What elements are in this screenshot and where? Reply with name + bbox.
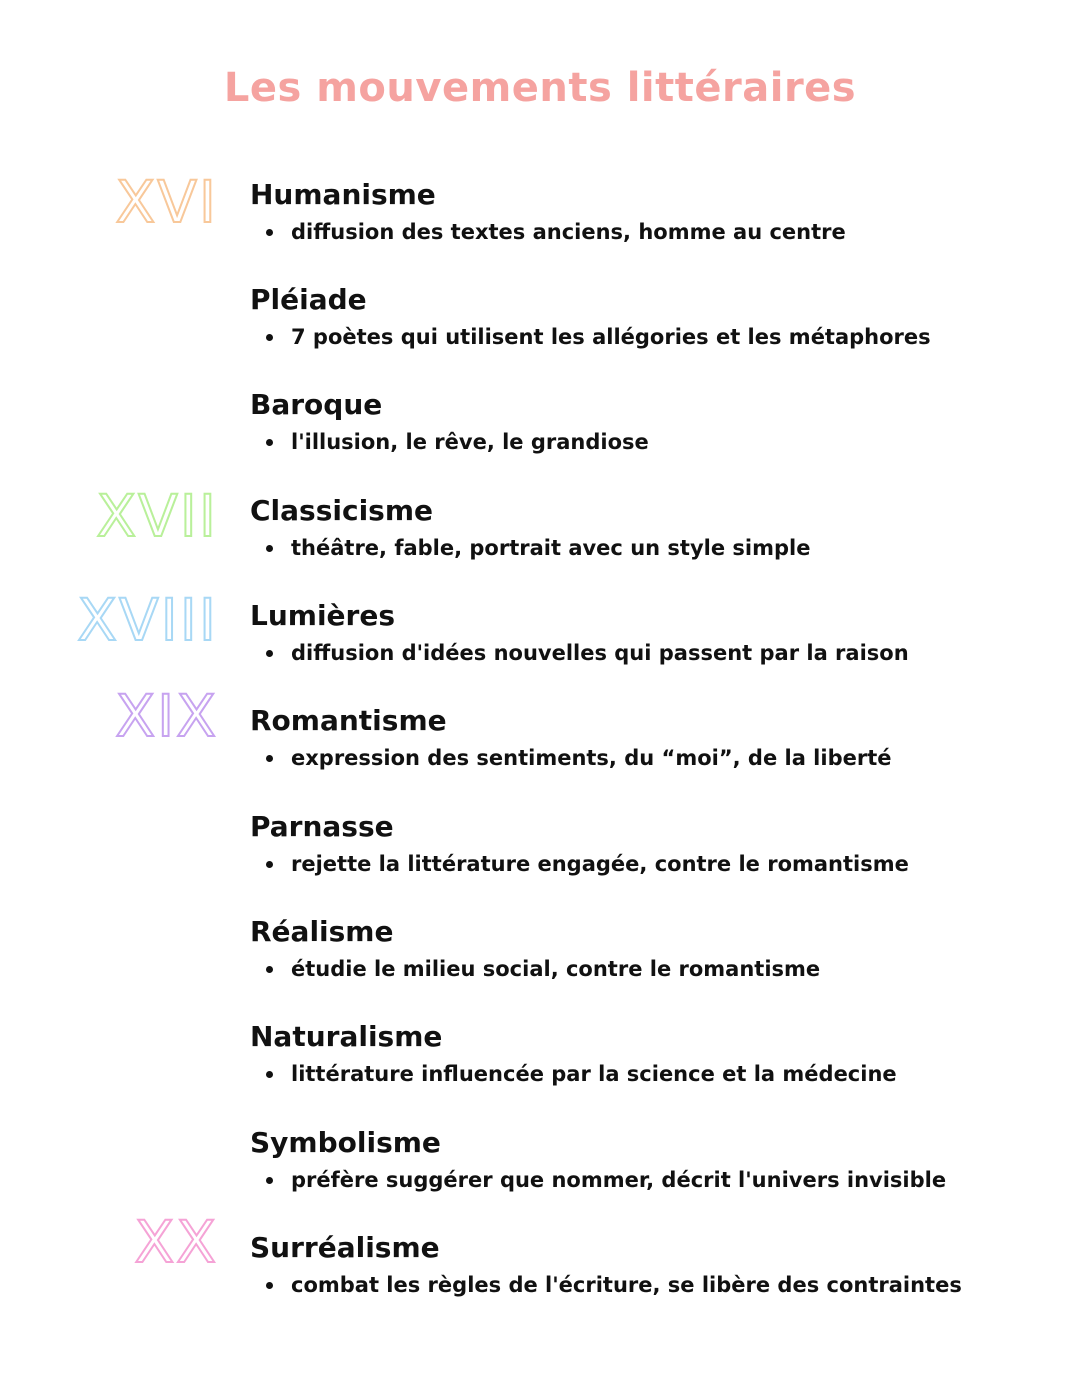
movement-name: Humanisme [250, 178, 436, 211]
movement-desc-text: préfère suggérer que nommer, décrit l'univers invisible [291, 1168, 947, 1192]
movement-desc [266, 955, 1050, 983]
movement-desc-text: étudie le milieu social, contre le romantisme [291, 957, 821, 981]
movement-desc [266, 1271, 1050, 1299]
movement-desc-text: expression des sentiments, du “moi”, de la liberté [291, 746, 892, 770]
movement-name: Réalisme [250, 915, 394, 948]
movement-desc-text: théâtre, fable, portrait avec un style simple [291, 536, 811, 560]
bullet-icon [266, 755, 273, 762]
bullet-icon [266, 861, 273, 868]
movement-desc-text: rejette la littérature engagée, contre le romantisme [291, 852, 909, 876]
century-label: XVII [96, 482, 218, 550]
bullet-icon [266, 545, 273, 552]
movement-desc-text: diffusion des textes anciens, homme au centre [291, 220, 846, 244]
century-label: XVIII [77, 586, 218, 654]
movement-desc [266, 1166, 1050, 1194]
bullet-icon [266, 334, 273, 341]
movement-symbolisme [250, 1126, 1050, 1194]
century-xvii [96, 482, 218, 550]
movement-desc [266, 323, 1050, 351]
century-label: XIX [115, 682, 218, 750]
century-xvi [115, 168, 218, 236]
movement-desc [266, 744, 1050, 772]
century-label: XVI [115, 168, 218, 236]
movement-parnasse [250, 810, 1050, 878]
movement-name: Pléiade [250, 283, 367, 316]
bullet-icon [266, 650, 273, 657]
movement-desc [266, 428, 1050, 456]
movement-realisme [250, 915, 1050, 983]
movement-desc [266, 534, 1050, 562]
movement-name: Parnasse [250, 810, 394, 843]
movement-romantisme [250, 704, 1050, 772]
century-xx [134, 1208, 218, 1276]
movement-desc-text: diffusion d'idées nouvelles qui passent par la raison [291, 641, 909, 665]
movement-desc [266, 639, 1050, 667]
bullet-icon [266, 1177, 273, 1184]
movement-classicisme [250, 494, 1050, 562]
movement-desc-text: l'illusion, le rêve, le grandiose [291, 430, 649, 454]
movement-name: Lumières [250, 599, 396, 632]
movement-pleiade [250, 283, 1050, 351]
movement-name: Baroque [250, 388, 383, 421]
movement-desc-text: 7 poètes qui utilisent les allégories et les métaphores [291, 325, 931, 349]
movement-name: Naturalisme [250, 1020, 443, 1053]
movement-naturalisme [250, 1020, 1050, 1088]
movement-desc [266, 850, 1050, 878]
movement-name: Surréalisme [250, 1231, 440, 1264]
century-label: XX [134, 1208, 218, 1276]
bullet-icon [266, 229, 273, 236]
movement-lumieres [250, 599, 1050, 667]
movement-desc-text: combat les règles de l'écriture, se libère des contraintes [291, 1273, 962, 1297]
bullet-icon [266, 1282, 273, 1289]
movement-surrealisme [250, 1231, 1050, 1299]
movement-name: Symbolisme [250, 1126, 441, 1159]
bullet-icon [266, 966, 273, 973]
movement-desc-text: littérature influencée par la science et la médecine [291, 1062, 897, 1086]
page-title: Les mouvements littéraires [223, 65, 857, 111]
bullet-icon [266, 439, 273, 446]
movement-humanisme [250, 178, 1050, 246]
century-xviii [77, 586, 218, 654]
bullet-icon [266, 1071, 273, 1078]
movement-desc [266, 218, 1050, 246]
movement-desc [266, 1060, 1050, 1088]
century-xix [115, 682, 218, 750]
movement-name: Romantisme [250, 704, 447, 737]
movement-baroque [250, 388, 1050, 456]
movement-name: Classicisme [250, 494, 433, 527]
